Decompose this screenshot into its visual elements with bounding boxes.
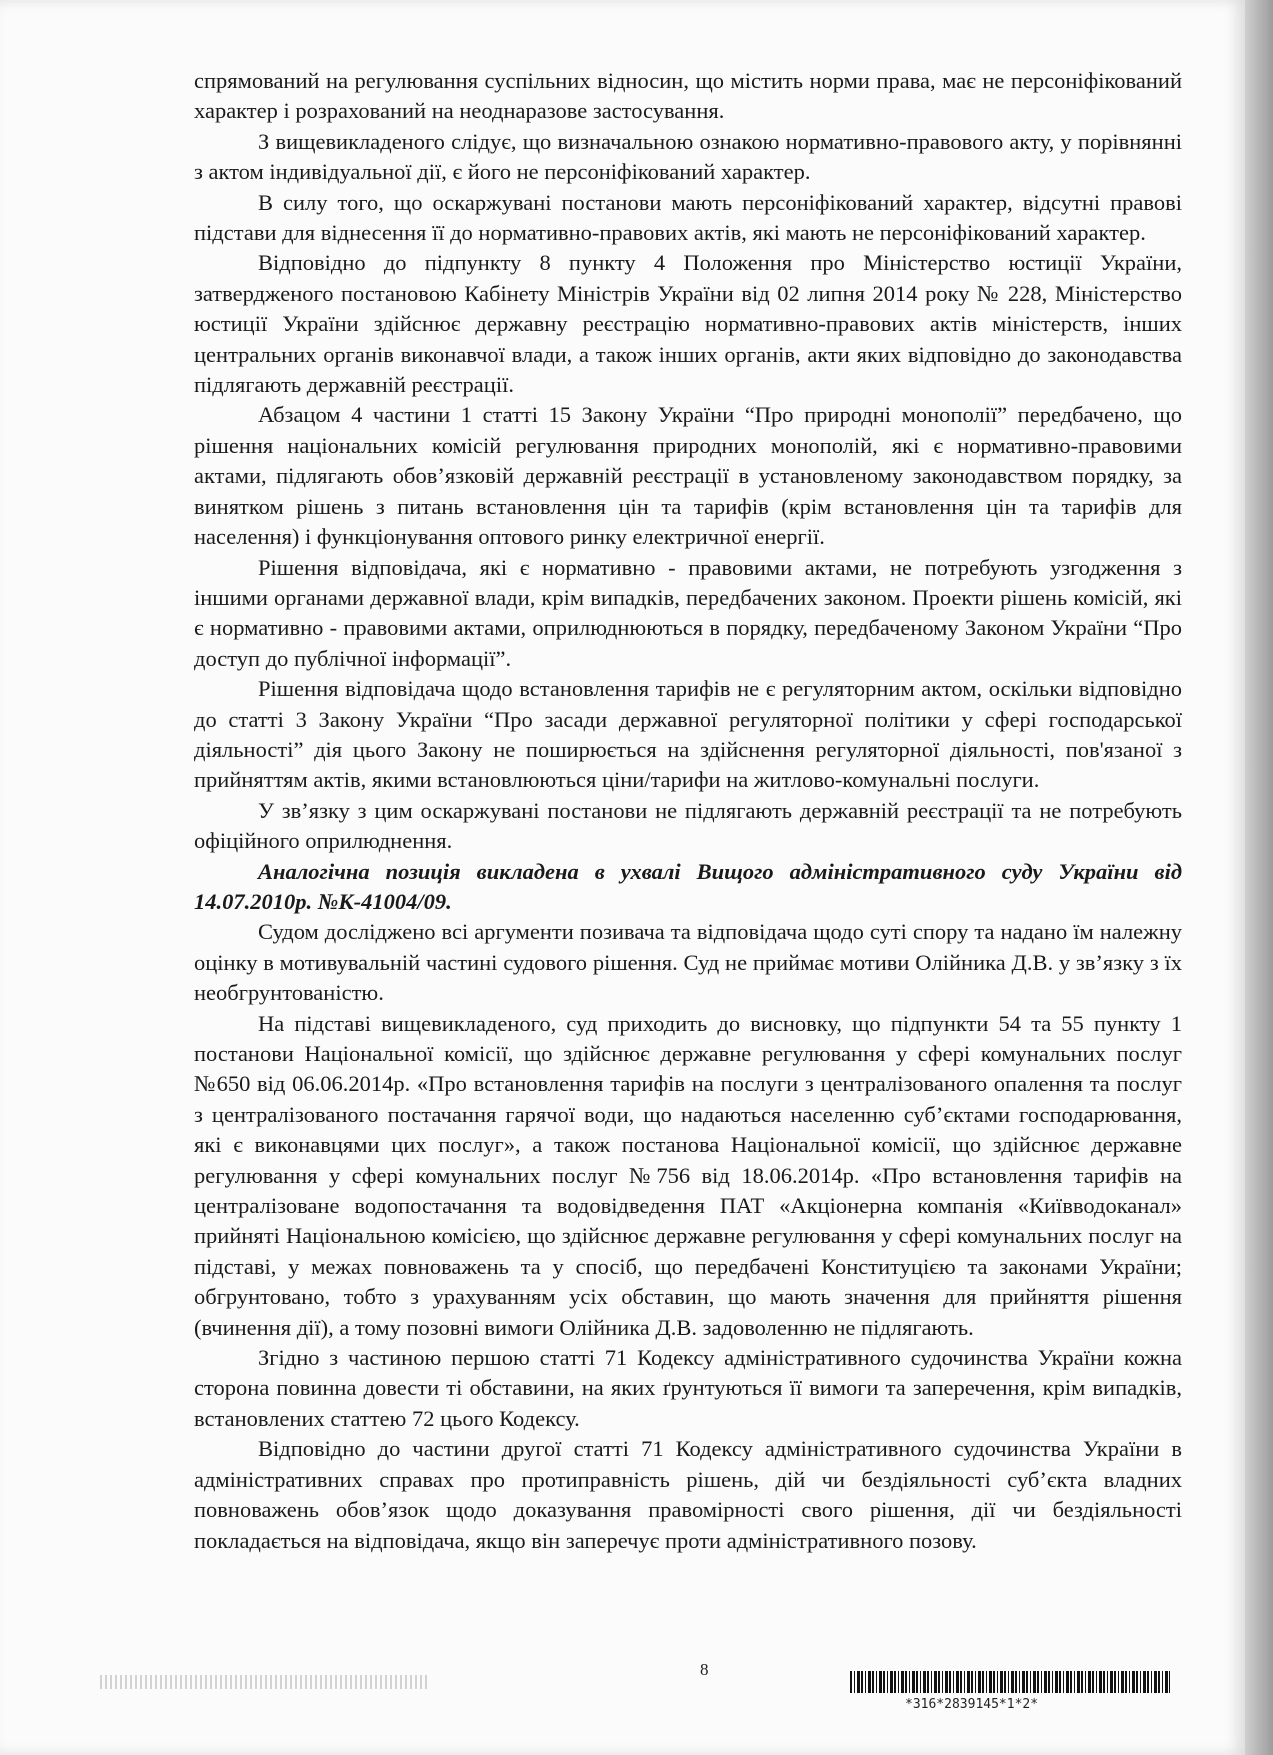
paragraph: Судом досліджено всі аргументи позивача та відповідача щодо суті спору та надано їм належну оцінку в мотивувальній частині судового рішення. Суд не приймає мотиви Олійника Д.В. у зв’язку з їх необгрунтованістю. (194, 919, 1182, 1006)
barcode-number: *316*2839145*1*2* (905, 1697, 1039, 1712)
paragraph: В силу того, що оскаржувані постанови мають персоніфікований характер, відсутні правові підстави для віднесення її до нормативно-правових актів, які мають не персоніфікований характер. (194, 189, 1182, 246)
document-body (194, 66, 1182, 1556)
paragraph: Рішення відповідача щодо встановлення тарифів не є регуляторним актом, оскільки відповідно до статті 3 Закону України “Про засади державної регуляторної політики у сфері господарської діяльності” дія цього Закону не поширюється на здійснення регуляторної діяльності, пов'язаної з прийняттям актів, якими встановлюються ціни/тарифи на житлово-комунальні послуги. (194, 676, 1182, 793)
paragraph: Відповідно до частини другої статті 71 Кодексу адміністративного судочинства України в адміністративних справах про протиправність рішень, дій чи бездіяльності суб’єкта владних повноважень обов’язок щодо доказування правомірності свого рішення, дії чи бездіяльності покладається на відповідача, якщо він заперечує проти адміністративного позову. (194, 1436, 1182, 1553)
page-number: 8 (700, 1660, 709, 1679)
paragraph: Згідно з частиною першою статті 71 Кодексу адміністративного судочинства України кожна сторона повинна довести ті обставини, на яких ґрунтуються її вимоги та заперечення, крім випадків, встановлених статтею 72 цього Кодексу. (194, 1345, 1182, 1431)
paragraph: Абзацом 4 частини 1 статті 15 Закону України “Про природні монополії” передбачено, що рішення національних комісій регулювання природних монополій, які є нормативно-правовими актами, підлягають обов’язковій державній реєстрації в установленому законодавством порядку, за винятком рішень з питань встановлення цін та тарифів (крім встановлення цін та тарифів для населення) і функціонування оптового ринку електричної енергії. (194, 402, 1182, 550)
page-edge (1245, 0, 1273, 1755)
paragraph: На підставі вищевикладеного, суд приходить до висновку, що підпункти 54 та 55 пункту 1 постанови Національної комісії, що здійснює державне регулювання у сфері комунальних послуг №650 від 06.06.2014р. «Про встановлення тарифів на послуги з централізованого опалення та послуг з централізованого постачання гарячої води, що надаються населенню суб’єктами господарювання, які є виконавцями цих послуг», а також постанова Національної комісії, що здійснює державне регулювання у сфері комунальних послуг №756 від 18.06.2014р. «Про встановлення тарифів на централізоване водопостачання та водовідведення ПАТ «Акціонерна компанія «Київводоканал» прийняті Національною комісією, що здійснює державне регулювання у сфері комунальних послуг на підставі, у межах повноважень та у спосіб, що передбачені Конституцією та законами України; обгрунтовано, тобто з урахуванням усіх обставин, що мають значення для прийняття рішення (вчинення дії), а тому позовні вимоги Олійника Д.В. задоволенню не підлягають. (194, 1010, 1182, 1340)
paragraph: З вищевикладеного слідує, що визначальною ознакою нормативно-правового акту, у порівнянні з актом індивідуальної дії, є його не персоніфікований характер. (194, 128, 1182, 185)
paragraph: У зв’язку з цим оскаржувані постанови не підлягають державній реєстрації та не потребують офіційного оприлюднення. (194, 797, 1182, 854)
paragraph: спрямований на регулювання суспільних відносин, що містить норми права, має не персоніфікований характер і розрахований на неоднаразове застосування. (194, 68, 1182, 124)
paragraph: Рішення відповідача, які є нормативно - правовими актами, не потребують узгодження з іншими органами державної влади, крім випадків, передбачених законом. Проекти рішень комісій, які є нормативно - правовими актами, оприлюднюються в порядку, передбаченому Законом України “Про доступ до публічної інформації”. (194, 554, 1182, 671)
paragraph: Відповідно до підпункту 8 пункту 4 Положення про Міністерство юстиції України, затвердженого постановою Кабінету Міністрів України від 02 липня 2014 року № 228, Міністерство юстиції України здійснює державну реєстрацію нормативно-правових актів міністерств, інших центральних органів виконавчої влади, а також інших органів, акти яких відповідно до законодавства підлягають державній реєстрації. (194, 250, 1182, 398)
barcode (850, 1671, 1170, 1693)
paragraph: Аналогічна позиція викладена в ухвалі Вищого адміністративного суду України від 14.07.2010р. №К-41004/09. (194, 858, 1182, 914)
faded-stamp (100, 1675, 430, 1689)
